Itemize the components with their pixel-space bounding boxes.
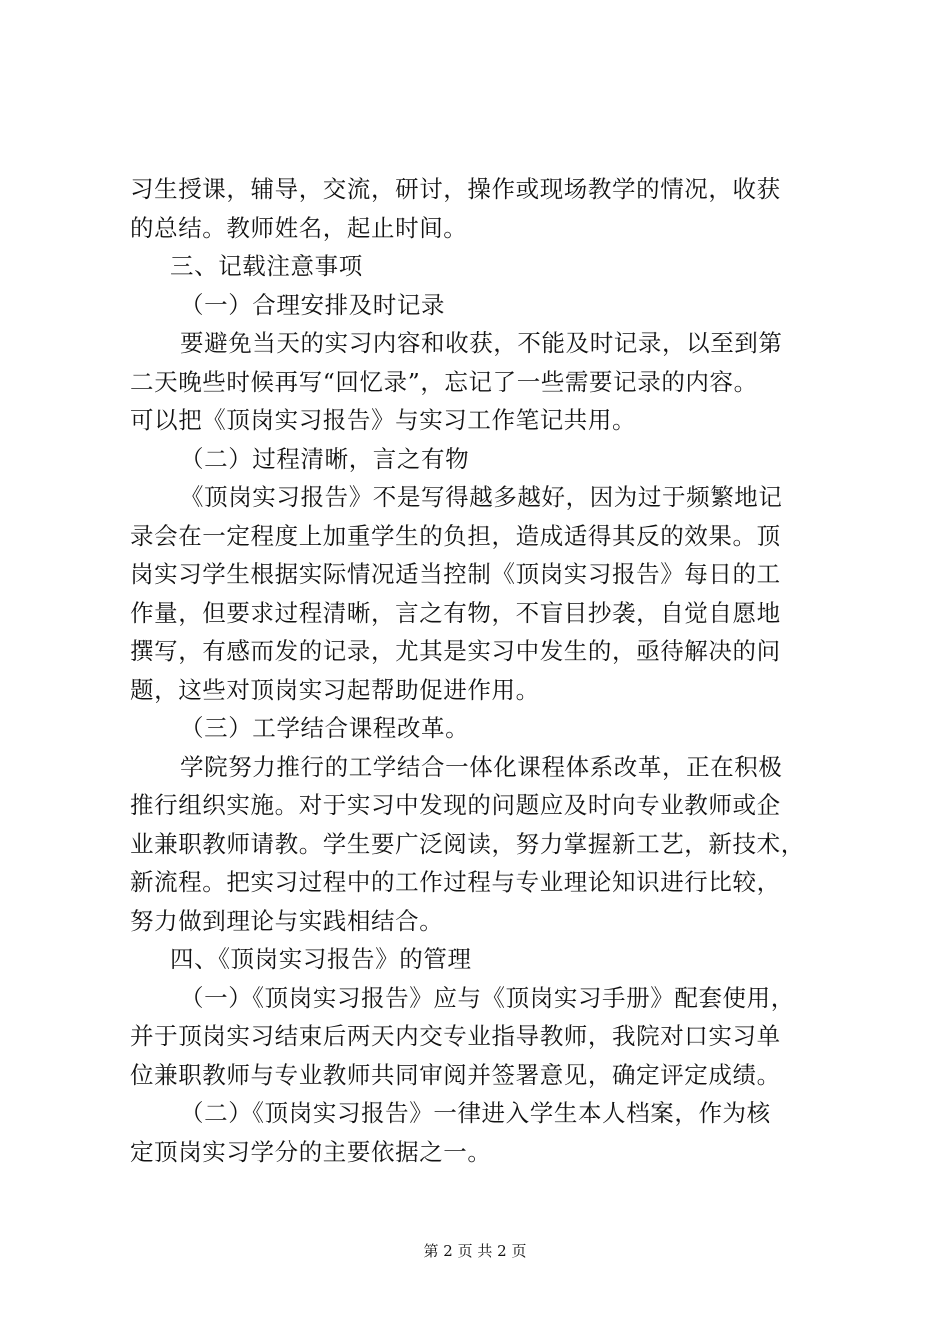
section-heading: 三、记载注意事项 [170, 252, 363, 280]
subsection-heading: （一）合理安排及时记录 [180, 290, 446, 319]
paragraph-line: 作量，但要求过程清晰，言之有物，不盲目抄袭，自觉自愿地 [130, 598, 781, 627]
paragraph-line: 并于顶岗实习结束后两天内交专业指导教师，我院对口实习单 [130, 1022, 781, 1050]
paragraph-line: （二）《顶岗实习报告》一律进入学生本人档案，作为核 [180, 1099, 771, 1127]
subsection-heading: （二）过程清晰，言之有物 [180, 444, 470, 473]
paragraph-line: 的总结。教师姓名，起止时间。 [130, 213, 468, 242]
section-heading: 四、《顶岗实习报告》的管理 [170, 945, 472, 973]
document-body [130, 170, 830, 1171]
paragraph-line: 推行组织实施。对于实习中发现的问题应及时向专业教师或企 [130, 791, 781, 819]
paragraph-line: 岗实习学生根据实际情况适当控制《顶岗实习报告》每日的工 [130, 560, 781, 588]
paragraph-line: 业兼职教师请教。学生要广泛阅读，努力掌握新工艺，新技术， [130, 829, 805, 858]
paragraph-line: 学院努力推行的工学结合一体化课程体系改革，正在积极 [180, 752, 783, 781]
paragraph-line: （一）《顶岗实习报告》应与《顶岗实习手册》配套使用， [180, 983, 795, 1012]
paragraph-line: 题，这些对顶岗实习起帮助促进作用。 [130, 675, 540, 704]
paragraph-line: 《顶岗实习报告》不是写得越多越好，因为过于频繁地记 [180, 483, 783, 511]
paragraph-line: 录会在一定程度上加重学生的负担，造成适得其反的效果。顶 [130, 521, 781, 550]
paragraph-line: 二天晚些时候再写“回忆录”，忘记了一些需要记录的内容。 [130, 367, 758, 396]
subsection-heading: （三）工学结合课程改革。 [180, 714, 470, 742]
paragraph-line: 努力做到理论与实践相结合。 [130, 906, 444, 935]
paragraph-line: 可以把《顶岗实习报告》与实习工作笔记共用。 [130, 406, 637, 434]
page-number-footer: 第 2 页 共 2 页 [423, 1242, 527, 1260]
paragraph-line: 新流程。把实习过程中的工作过程与专业理论知识进行比较， [130, 868, 781, 896]
paragraph-line: 定顶岗实习学分的主要依据之一。 [130, 1137, 492, 1166]
paragraph-line: 位兼职教师与专业教师共同审阅并签署意见，确定评定成绩。 [130, 1060, 781, 1089]
paragraph-line: 撰写，有感而发的记录，尤其是实习中发生的，亟待解决的问 [130, 637, 781, 665]
paragraph-line: 习生授课，辅导，交流，研讨，操作或现场教学的情况，收获 [130, 175, 781, 203]
paragraph-line: 要避免当天的实习内容和收获，不能及时记录，以至到第 [180, 329, 783, 357]
